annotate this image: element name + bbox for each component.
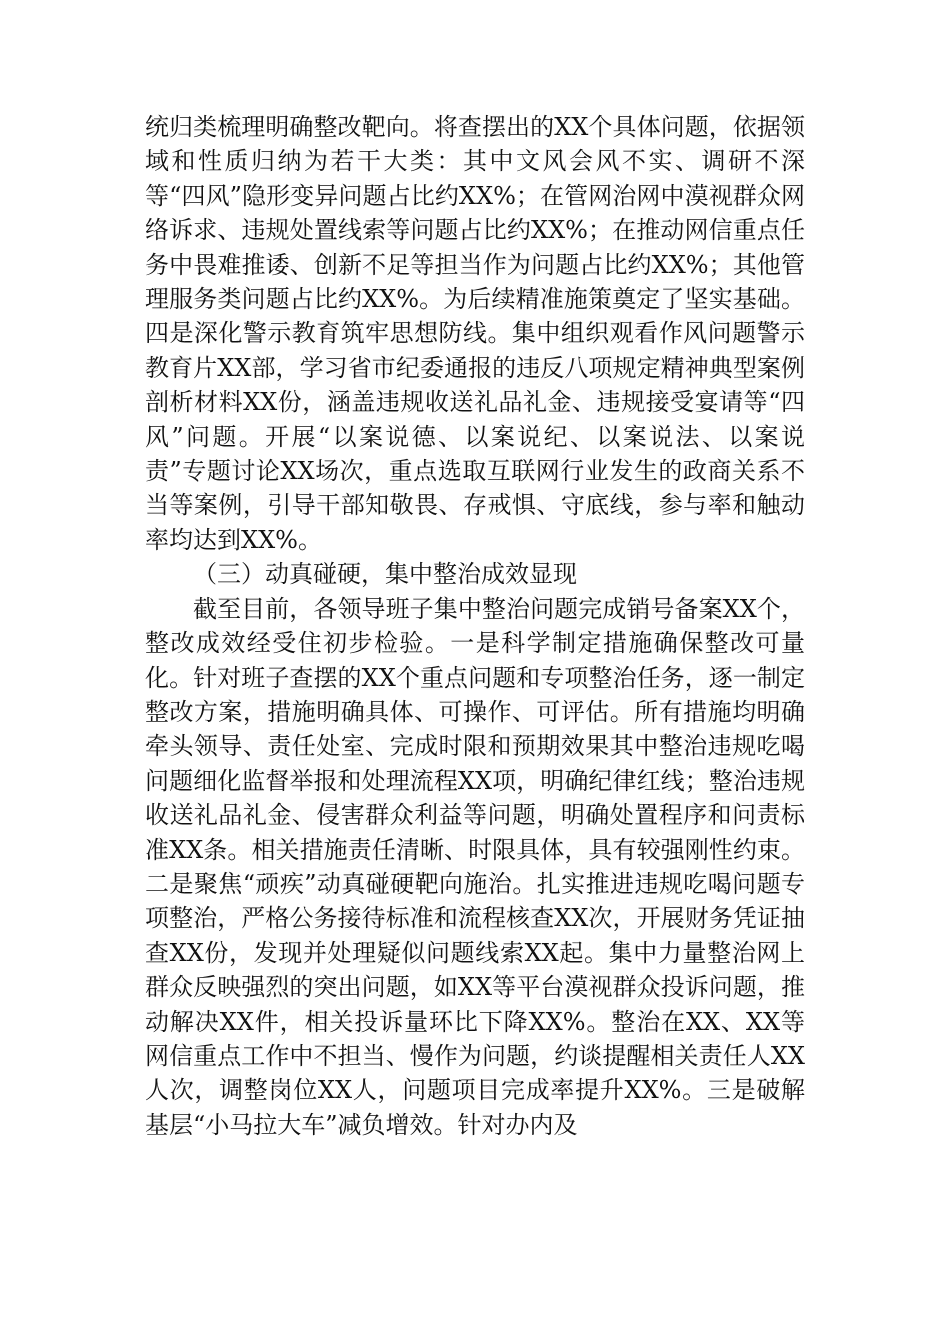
paragraph-results: 截至目前，各领导班子集中整治问题完成销号备案XX个，整改成效经受住初步检验。一是科学制定措施确保整改可量化。针对班子查摆的XX个重点问题和专项整治任务，逐一制定整改方案，措施明确具体、可操作、可评估。所有措施均明确牵头领导、责任处室、完成时限和预期效果其中整治违规吃喝问题细化监督举报和处理流程XX项，明确纪律红线；整治违规收送礼品礼金、侵害群众利益等问题，明确处置程序和问责标准XX条。相关措施责任清晰、时限具体，具有较强刚性约束。二是聚焦“顽疾”动真碰硬靶向施治。扎实推进违规吃喝问题专项整治，严格公务接待标准和流程核查XX次，开展财务凭证抽查XX份，发现并处理疑似问题线索XX起。集中力量整治网上群众反映强烈的突出问题，如XX等平台漠视群众投诉问题，推动解决XX件，相关投诉量环比下降XX%。整治在XX、XX等网信重点工作中不担当、慢作为问题，约谈提醒相关责任人XX人次，调整岗位XX人，问题项目完成率提升XX%。三是破解基层“小马拉大车”减负增效。针对办内及 <box>145 594 805 1139</box>
document-body <box>145 110 805 1142</box>
paragraph-continued: 统归类梳理明确整改靶向。将查摆出的XX个具体问题，依据领域和性质归纳为若干大类：其中文风会风不实、调研不深等“四风”隐形变异问题占比约XX%；在管网治网中漠视群众网络诉求、违规处置线索等问题占比约XX%；在推动网信重点任务中畏难推诿、创新不足等担当作为问题占比约XX%；其他管理服务类问题占比约XX%。为后续精准施策奠定了坚实基础。四是深化警示教育筑牢思想防线。集中组织观看作风问题警示教育片XX部，学习省市纪委通报的违反八项规定精神典型案例剖析材料XX份，涵盖违规收送礼品礼金、违规接受宴请等“四风”问题。开展“以案说德、以案说纪、以案说法、以案说责”专题讨论XX场次，重点选取互联网行业发生的政商关系不当等案例，引导干部知敬畏、存戒惧、守底线，参与率和触动率均达到XX%。 <box>145 113 805 554</box>
section-heading: （三）动真碰硬，集中整治成效显现 <box>193 560 577 589</box>
